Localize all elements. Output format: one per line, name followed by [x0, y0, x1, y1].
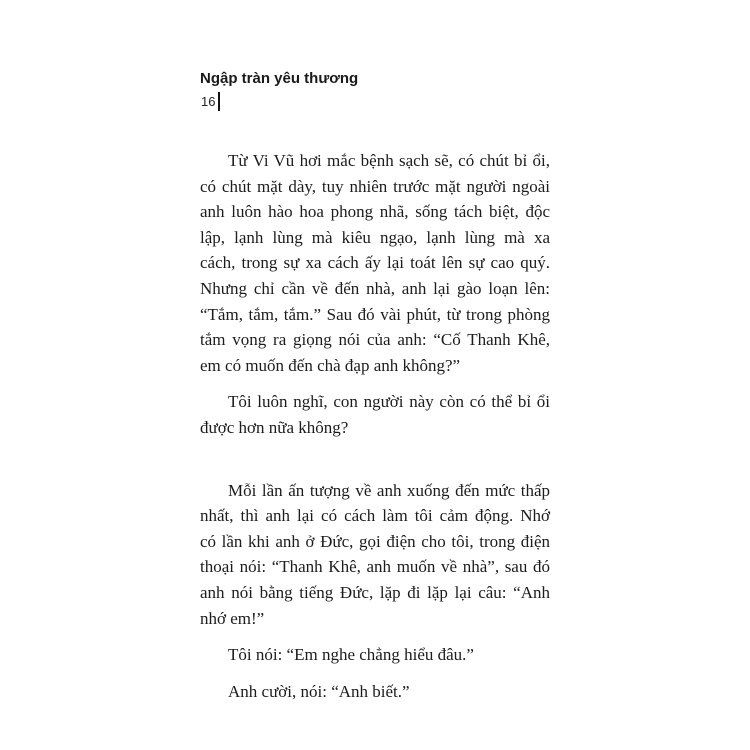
text-line: anh nói bằng tiếng Đức, lặp đi lặp lại câu: “Anh [200, 582, 550, 602]
text-line: “Tắm, tắm, tắm.” Sau đó vài phút, từ trong phòng [200, 304, 550, 324]
text-line: có chút mặt dày, tuy nhiên trước mặt người ngoài [200, 176, 550, 196]
text-line: tắm vọng ra giọng nói của anh: “Cố Thanh Khê, [200, 330, 550, 350]
text-line: nhớ em!” [200, 608, 265, 628]
page-number: 16 [201, 94, 216, 109]
running-header-title: Ngập tràn yêu thương [200, 70, 359, 87]
paragraph [200, 642, 550, 668]
text-line: em có muốn đến chà đạp anh không?” [200, 355, 461, 375]
text-line: được hơn nữa không? [200, 417, 349, 437]
text-line: lập, lạnh lùng mà kiêu ngạo, lạnh lùng mà xa [200, 227, 550, 247]
text-line: Tôi luôn nghĩ, con người này còn có thể bỉ ổi [228, 392, 550, 412]
header-divider [218, 92, 220, 111]
text-line: Tôi nói: “Em nghe chẳng hiểu đâu.” [228, 645, 474, 665]
body-text [200, 148, 550, 715]
section-gap [200, 452, 550, 478]
text-line: Từ Vi Vũ hơi mắc bệnh sạch sẽ, có chút bỉ ổi, [228, 151, 550, 170]
text-line: Anh cười, nói: “Anh biết.” [228, 681, 410, 701]
paragraph [200, 389, 550, 440]
text-line: có lần khi anh ở Đức, gọi điện cho tôi, trong điện [200, 531, 550, 551]
paragraph [200, 478, 550, 632]
text-line: cách, trong sự xa cách ấy lại toát lên sự cao quý. [200, 253, 550, 273]
text-line: Mỗi lần ấn tượng về anh xuống đến mức thấp [228, 480, 550, 500]
text-line: anh luôn hào hoa phong nhã, sống tách biệt, độc [200, 202, 550, 222]
text-line: Nhưng chỉ cần về đến nhà, anh lại gào loạn lên: [200, 278, 550, 298]
text-line: thoại nói: “Thanh Khê, anh muốn về nhà”, sau đó [200, 557, 550, 577]
paragraph [200, 679, 550, 705]
paragraph [200, 148, 550, 378]
text-line: nhất, thì anh lại có cách làm tôi cảm động. Nhớ [200, 506, 550, 526]
